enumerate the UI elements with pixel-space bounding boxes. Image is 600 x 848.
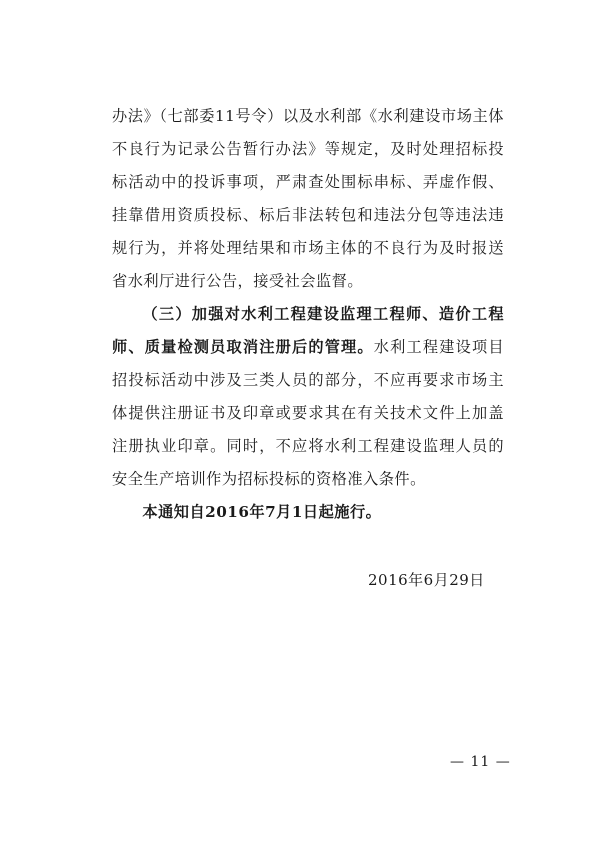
document-body xyxy=(112,100,504,529)
paragraph-effective-date xyxy=(112,496,504,529)
paragraph-registration-management xyxy=(112,298,504,496)
issue-date: 2016年6月29日 xyxy=(368,571,485,589)
effective-notice: 本通知自2016年7月1日起施行。 xyxy=(142,503,382,521)
page-number: — 11 — xyxy=(450,754,511,770)
paragraph-text: 办法》（七部委11号令）以及水利部《水利建设市场主体不良行为记录公告暂行办法》等规定，及时处理招标投标活动中的投诉事项，严肃查处围标串标、弄虚作假、挂靠借用资质投标、标后非法转包和违法分包等违法违规行为，并将处理结果和市场主体的不良行为及时报送省水利厅进行公告，接受社会监督。 xyxy=(112,107,504,290)
paragraph-complaint-handling xyxy=(112,100,504,298)
paragraph-text: 水利工程建设项目招投标活动中涉及三类人员的部分，不应再要求市场主体提供注册证书及印章或要求其在有关技术文件上加盖注册执业印章。同时，不应将水利工程建设监理人员的安全生产培训作为招标投标的资格准入条件。 xyxy=(112,338,505,488)
section-heading: （三）加强对水利工程建设监理工程师、造价工程师、质量检测员取消注册后的管理。 xyxy=(112,305,504,356)
